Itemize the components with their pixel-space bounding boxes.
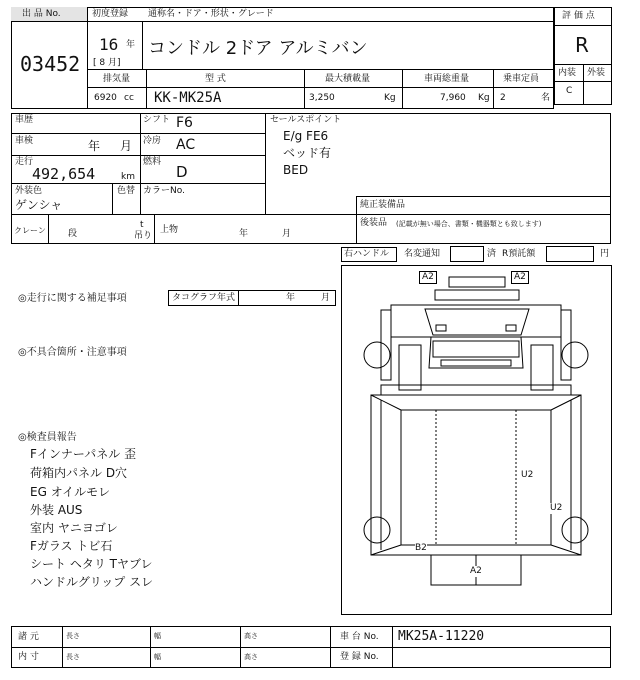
inspection-year-unit: 年	[88, 139, 101, 153]
door-left	[399, 345, 421, 390]
recycle-label: R預託額	[502, 249, 536, 259]
inspection-month-unit: 月	[120, 139, 133, 153]
lot-no: 03452	[20, 52, 81, 76]
chassis-no: MK25A-11220	[398, 629, 485, 644]
fuel-label: 燃料	[143, 157, 162, 167]
capacity-label: 乗車定員	[503, 74, 540, 84]
width-label-interior: 幅	[154, 653, 161, 661]
max-load: 3,250	[309, 93, 335, 103]
rear-wheel-left	[364, 517, 390, 543]
diagram-mark: U2	[550, 503, 563, 513]
cab-front	[429, 337, 523, 368]
diagram-mark: A2	[419, 271, 437, 284]
running-notes-label: ◎走行に関する補足事項	[18, 293, 127, 304]
diagram-mark: A2	[511, 271, 529, 284]
color-no-label: 色替	[117, 186, 136, 196]
yen-unit: 円	[600, 249, 610, 259]
fuel-value: D	[176, 163, 188, 181]
lot-no-label: 出 品 No.	[22, 9, 61, 19]
aftermarket-note: (記載が無い場合、書類・機器類とも致します)	[396, 220, 542, 228]
cab-top-outline	[391, 305, 561, 337]
front-wheel-left	[364, 342, 390, 368]
tachograph-label: タコグラフ年式	[172, 293, 236, 303]
gross-weight-unit: Kg	[478, 93, 490, 103]
inspection-label: 車検	[15, 136, 34, 146]
first-reg-month: [ 8 月]	[93, 58, 121, 68]
shift-value: F6	[176, 115, 193, 131]
model-name: コンドル 2ドア アルミバン	[148, 38, 368, 59]
model-code: KK-MK25A	[154, 90, 222, 106]
recycle-box	[546, 246, 594, 262]
crane-steps-unit: 段	[68, 229, 78, 239]
front-glass	[433, 341, 519, 357]
hoist-month-unit: 月	[282, 229, 292, 239]
cargo-edges	[371, 395, 581, 555]
diagram-mark: B2	[415, 543, 427, 553]
model-label: 型 式	[205, 74, 226, 84]
exterior-color-value: ゲンシャ	[15, 198, 63, 212]
interior-dims-label: 内 寸	[18, 652, 39, 662]
wiper-right	[506, 325, 516, 331]
inspector-report-line: ハンドルグリップ スレ	[30, 575, 154, 589]
model-name-label: 通称名・ドア・形状・グレード	[148, 9, 274, 19]
wiper-left	[436, 325, 446, 331]
dims-label: 諸 元	[18, 632, 39, 642]
inspector-report-line: Fガラス トビ石	[30, 539, 113, 553]
mileage-label: 走行	[15, 157, 34, 167]
side-panels	[381, 400, 571, 550]
displacement-label: 排気量	[103, 74, 131, 84]
diagram-mark: U2	[521, 470, 534, 480]
genuine-equipment-label: 純正装備品	[360, 200, 406, 210]
mileage-value: 492,654	[32, 165, 96, 183]
displacement-unit: cc	[124, 93, 134, 103]
diagram-mark: A2	[470, 566, 482, 576]
height-label: 高さ	[244, 632, 258, 640]
aftermarket-label: 後装品	[360, 218, 388, 228]
mileage-unit: km	[121, 172, 135, 182]
ac-label: 冷房	[143, 136, 162, 146]
first-reg-year: 16	[99, 35, 119, 54]
exterior-color-label: 外装色	[15, 186, 43, 196]
inspector-report-line: シート ヘタリ Tヤブレ	[30, 557, 153, 571]
year-unit: 年	[126, 40, 136, 50]
hoist-label: 上物	[160, 225, 179, 235]
cab-roof	[435, 290, 519, 300]
roof-damage-bar	[449, 277, 505, 287]
interior-score: C	[566, 86, 573, 96]
inspector-report-line: 荷箱内パネル D穴	[30, 466, 128, 480]
hoist-year-unit: 年	[239, 229, 249, 239]
tax-label: 済	[487, 249, 497, 259]
inspector-report-line: EG オイルモレ	[30, 485, 111, 499]
score-label: 評 価 点	[562, 11, 595, 21]
first-reg-label: 初度登録	[92, 9, 129, 19]
inspector-report-line: 外装 AUS	[30, 503, 83, 517]
front-wheel-right	[562, 342, 588, 368]
name-change-box	[450, 246, 484, 262]
history-label: 車歴	[15, 115, 34, 125]
inspector-report-line: Fインナーパネル 歪	[30, 447, 137, 461]
defects-label: ◎不具合箇所・注意事項	[18, 347, 127, 358]
length-label-interior: 長さ	[66, 653, 80, 661]
ac-value: AC	[176, 137, 196, 153]
shift-label: シフト	[143, 115, 171, 125]
capacity: 2	[500, 93, 506, 103]
width-label: 幅	[154, 632, 161, 640]
exterior-score-label: 外装	[587, 68, 606, 78]
sales-point-line: BED	[283, 163, 309, 177]
length-label: 長さ	[66, 632, 80, 640]
color-code-label: カラーNo.	[143, 186, 185, 196]
crane-label: クレーン	[14, 226, 46, 235]
crane-t-unit: t	[140, 220, 144, 230]
registration-label: 登 録 No.	[340, 652, 379, 662]
inspector-report-label: ◎検査員報告	[18, 432, 77, 443]
gross-weight-label: 車両総重量	[424, 74, 470, 84]
interior-score-label: 内装	[558, 68, 577, 78]
score-value: R	[575, 33, 589, 57]
truck-diagram	[341, 265, 612, 615]
displacement: 6920	[94, 93, 117, 103]
tachograph-year-unit: 年	[286, 293, 296, 303]
name-change-label: 名変通知	[404, 249, 441, 259]
crane-hook-unit: 吊り	[134, 231, 153, 241]
capacity-unit: 名	[541, 93, 551, 103]
max-load-label: 最大積載量	[325, 74, 371, 84]
chassis-label: 車 台 No.	[340, 632, 379, 642]
right-handle-label: 右ハンドル	[344, 249, 390, 259]
sales-point-line: ベッド有	[283, 146, 332, 160]
max-load-unit: Kg	[384, 93, 396, 103]
floor-lines	[436, 410, 516, 545]
door-right	[531, 345, 553, 390]
rear-wheel-right	[562, 517, 588, 543]
sales-point-label: セールスポイント	[270, 115, 342, 125]
cargo-box-top	[371, 395, 581, 555]
tachograph-month-unit: 月	[321, 293, 331, 303]
grille	[441, 360, 511, 366]
height-label-interior: 高さ	[244, 653, 258, 661]
gross-weight: 7,960	[440, 93, 466, 103]
inspector-report-line: 室内 ヤニヨゴレ	[30, 521, 118, 535]
sales-point-line: E/g FE6	[283, 129, 329, 143]
